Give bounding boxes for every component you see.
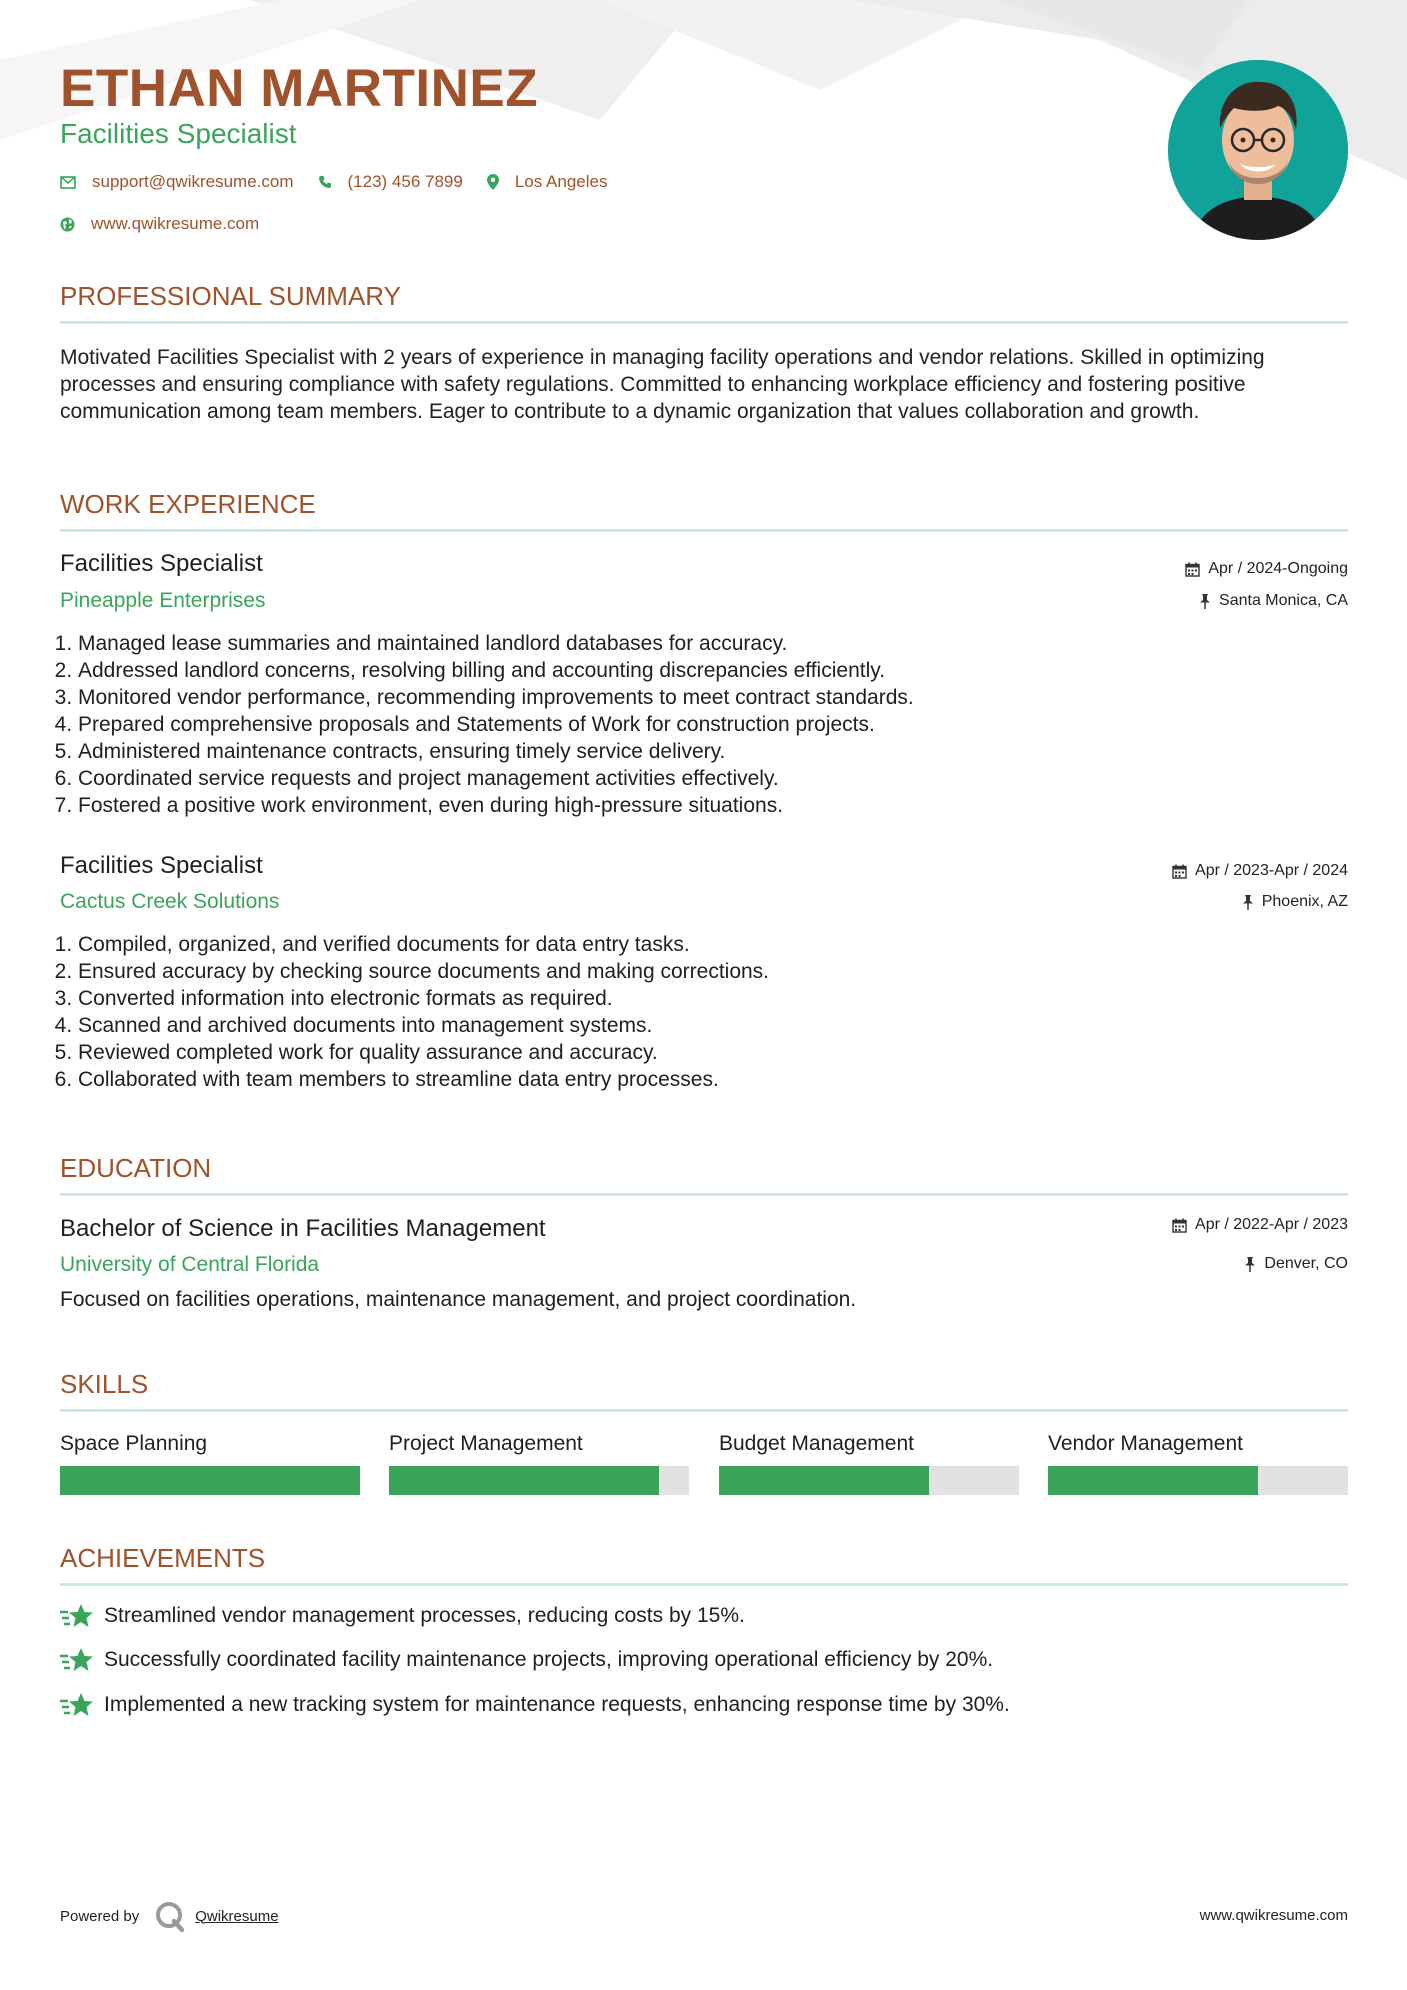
calendar-icon — [1185, 562, 1200, 577]
contact-location — [487, 172, 608, 192]
skill-level-bar — [60, 1466, 360, 1495]
degree-title: Bachelor of Science in Facilities Management — [60, 1215, 546, 1242]
skill-level-fill — [60, 1466, 360, 1495]
skill-name: Budget Management — [719, 1432, 914, 1455]
candidate-name: ETHAN MARTINEZ — [60, 59, 539, 118]
skill-level-bar — [1048, 1466, 1348, 1495]
section-divider — [60, 1409, 1348, 1412]
education-dates — [1172, 1216, 1348, 1234]
globe-icon — [60, 217, 75, 232]
job-location-text: Santa Monica, CA — [1219, 592, 1348, 609]
pushpin-icon — [1242, 895, 1254, 910]
list-item: 7. Fostered a positive work environment, even during high-pressure situations. — [78, 792, 914, 819]
skill-name: Vendor Management — [1048, 1432, 1243, 1455]
list-item: 4. Scanned and archived documents into management systems. — [78, 1012, 769, 1039]
list-item: 3. Monitored vendor performance, recommending improvements to meet contract standards. — [78, 684, 914, 711]
contact-row — [60, 172, 631, 192]
candidate-title: Facilities Specialist — [60, 118, 297, 149]
job-location — [1199, 592, 1348, 610]
achievement-text: Streamlined vendor management processes, reducing costs by 15%. — [104, 1604, 745, 1627]
job-bullets — [60, 931, 769, 1093]
contact-website[interactable] — [60, 214, 259, 234]
school-name: University of Central Florida — [60, 1253, 320, 1276]
calendar-icon — [1172, 1218, 1187, 1233]
footer-website[interactable]: www.qwikresume.com — [1199, 1907, 1348, 1924]
skill-level-bar — [389, 1466, 689, 1495]
section-title-achievements: ACHIEVEMENTS — [60, 1543, 266, 1573]
calendar-icon — [1172, 864, 1187, 879]
list-item: 1. Compiled, organized, and verified documents for data entry tasks. — [78, 931, 769, 958]
skill-name: Space Planning — [60, 1432, 208, 1455]
list-item: 5. Administered maintenance contracts, ensuring timely service delivery. — [78, 738, 914, 765]
skill-name: Project Management — [389, 1432, 583, 1455]
job-location-text: Phoenix, AZ — [1261, 893, 1348, 910]
powered-by-label: Powered by — [60, 1907, 140, 1925]
achievement-text: Successfully coordinated facility maintenance projects, improving operational efficiency by 20%. — [104, 1648, 994, 1671]
star-speed-icon — [60, 1691, 94, 1719]
skill-level-fill — [1048, 1466, 1258, 1495]
section-title-summary: PROFESSIONAL SUMMARY — [60, 281, 401, 311]
list-item: 6. Coordinated service requests and project management activities effectively. — [78, 765, 914, 792]
list-item: 6. Collaborated with team members to streamline data entry processes. — [78, 1066, 769, 1093]
contact-email[interactable] — [60, 172, 294, 192]
contact-phone[interactable] — [318, 172, 463, 192]
job-location — [1242, 893, 1348, 911]
qwikresume-link[interactable]: Qwikresume — [195, 1907, 279, 1925]
phone-text: (123) 456 7899 — [347, 172, 463, 191]
skill-level-bar — [719, 1466, 1019, 1495]
footer-powered-by — [60, 1899, 279, 1933]
list-item: 2. Addressed landlord concerns, resolving billing and accounting discrepancies efficiently. — [78, 657, 914, 684]
achievement-item — [60, 1646, 993, 1674]
list-item: 1. Managed lease summaries and maintained landlord databases for accuracy. — [78, 630, 914, 657]
job-dates — [1172, 862, 1348, 880]
section-divider — [60, 529, 1348, 532]
avatar-portrait — [1168, 60, 1348, 240]
job-dates-text: Apr / 2024-Ongoing — [1208, 560, 1348, 577]
skill-item — [60, 1432, 360, 1495]
skill-level-fill — [719, 1466, 929, 1495]
section-divider — [60, 1583, 1348, 1586]
map-pin-icon — [487, 174, 499, 190]
skill-item — [1048, 1432, 1348, 1495]
skill-item — [719, 1432, 1019, 1495]
qwikresume-logo-icon — [153, 1899, 187, 1933]
location-text: Los Angeles — [514, 172, 608, 191]
job-title: Facilities Specialist — [60, 550, 263, 577]
email-text: support@qwikresume.com — [92, 172, 294, 191]
list-item: 4. Prepared comprehensive proposals and Statements of Work for construction projects. — [78, 711, 914, 738]
education-description: Focused on facilities operations, maintenance management, and project coordination. — [60, 1288, 857, 1311]
section-title-experience: WORK EXPERIENCE — [60, 489, 316, 519]
pushpin-icon — [1199, 594, 1211, 609]
website-text: www.qwikresume.com — [91, 214, 260, 233]
job-title: Facilities Specialist — [60, 852, 263, 879]
section-divider — [60, 321, 1348, 324]
envelope-icon — [60, 176, 76, 189]
section-divider — [60, 1193, 1348, 1196]
pushpin-icon — [1244, 1257, 1256, 1272]
summary-text: Motivated Facilities Specialist with 2 years of experience in managing facility operations and vendor relations. Skilled in optimizing processes and ensuring compliance with safety regulations. Committed to enhancing workplace efficiency and fostering positive communication among team members. Eager to contribute to a dynamic organization that values collaboration and growth. — [60, 346, 1265, 423]
section-title-education: EDUCATION — [60, 1153, 212, 1183]
education-location — [1244, 1255, 1348, 1273]
star-speed-icon — [60, 1602, 94, 1630]
job-bullets — [60, 630, 914, 819]
company-name: Pineapple Enterprises — [60, 589, 266, 612]
avatar — [1168, 60, 1348, 240]
education-location-text: Denver, CO — [1264, 1255, 1348, 1272]
job-dates-text: Apr / 2023-Apr / 2024 — [1195, 862, 1348, 879]
list-item: 3. Converted information into electronic formats as required. — [78, 985, 769, 1012]
list-item: 5. Reviewed completed work for quality assurance and accuracy. — [78, 1039, 769, 1066]
skill-level-fill — [389, 1466, 659, 1495]
job-dates — [1185, 560, 1348, 578]
list-item: 2. Ensured accuracy by checking source documents and making corrections. — [78, 958, 769, 985]
education-dates-text: Apr / 2022-Apr / 2023 — [1195, 1216, 1348, 1233]
star-speed-icon — [60, 1646, 94, 1674]
contact-row-website — [60, 214, 283, 234]
section-title-skills: SKILLS — [60, 1369, 149, 1399]
skill-item — [389, 1432, 689, 1495]
company-name: Cactus Creek Solutions — [60, 890, 280, 913]
phone-icon — [318, 175, 332, 189]
achievement-text: Implemented a new tracking system for maintenance requests, enhancing response time by 30%. — [104, 1693, 1010, 1716]
achievement-item — [60, 1691, 1010, 1719]
achievement-item — [60, 1602, 745, 1630]
